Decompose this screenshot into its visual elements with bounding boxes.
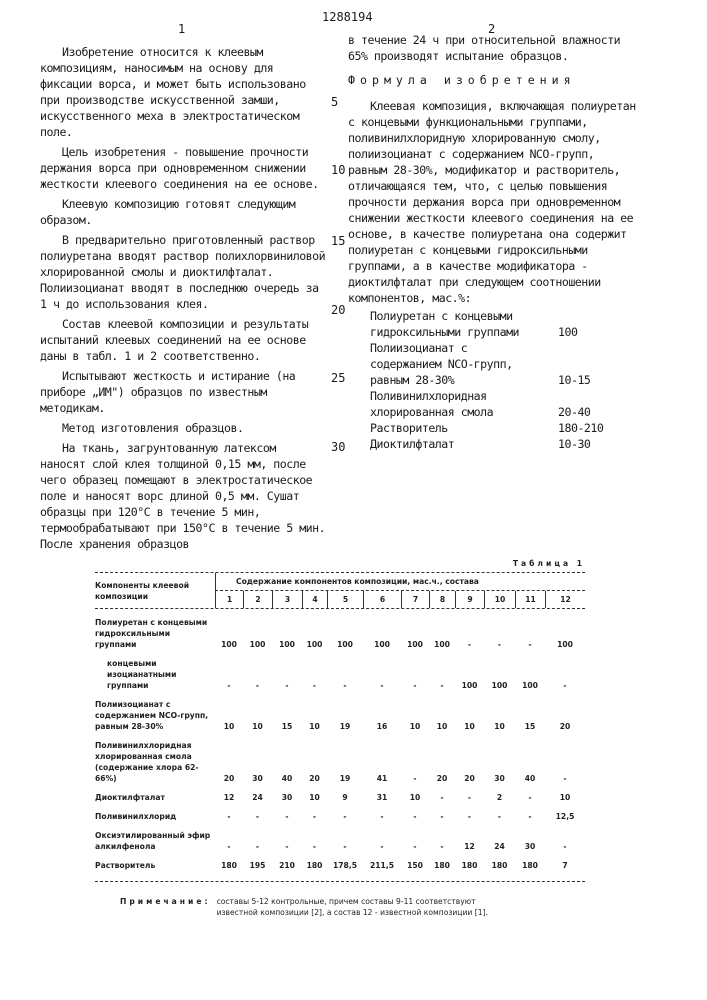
table-cell: - xyxy=(243,841,272,852)
table-title: Таблица 1 xyxy=(95,558,585,569)
composition-item xyxy=(370,308,638,340)
column-header: 7 xyxy=(401,591,429,608)
table-cell: - xyxy=(243,811,272,822)
table-cell: - xyxy=(429,811,455,822)
table-cell: - xyxy=(272,811,302,822)
table-cell: - xyxy=(363,811,401,822)
table-cell: 15 xyxy=(515,721,545,732)
row-label: Полиуретан с концевыми гидроксильными группами xyxy=(95,617,215,650)
table-cell: - xyxy=(401,811,429,822)
column-header: 6 xyxy=(363,591,401,608)
table-cell: 100 xyxy=(429,639,455,650)
table-cell: - xyxy=(455,811,484,822)
table-cell: 16 xyxy=(363,721,401,732)
table-cell: 10 xyxy=(401,721,429,732)
row-label: Растворитель xyxy=(95,860,215,871)
table-cell: 10 xyxy=(545,792,585,803)
component-name: Полиизоцианат с содержанием NCO-групп, равным 28-30% xyxy=(370,340,540,388)
table-cell: - xyxy=(515,639,545,650)
table-cell: 10 xyxy=(302,721,327,732)
table-bottom-rule xyxy=(95,881,585,882)
table-cell: 180 xyxy=(515,860,545,871)
table-cell: 20 xyxy=(215,773,243,784)
table-cell: - xyxy=(429,792,455,803)
table-cell: 100 xyxy=(363,639,401,650)
table-cell: 100 xyxy=(484,680,515,691)
table-cell: 20 xyxy=(302,773,327,784)
table-cell: - xyxy=(401,680,429,691)
formula-title: Формула изобретения xyxy=(348,72,638,88)
table-cell: 195 xyxy=(243,860,272,871)
note-text: составы 5-12 контрольные, причем составы 9-11 соответствуют известной композиции [2], а состав 12 - известной композиции [1]. xyxy=(217,896,517,918)
table-cell: - xyxy=(302,811,327,822)
table-cell: 20 xyxy=(545,721,585,732)
composition-item xyxy=(370,388,638,420)
table-cell: - xyxy=(545,680,585,691)
table-row xyxy=(95,852,585,871)
note-label: Примечание: xyxy=(120,896,211,918)
row-label: Поливинилхлоридная хлорированная смола (содержание хлора 62-66%) xyxy=(95,740,215,784)
paragraph: На ткань, загрунтованную латексом наносят слой клея толщиной 0,15 мм, после чего образец помещают в электростатическое поле и наносят ворс длиной 0,5 мм. Сушат образцы при 120°С в течение 5 мин, термообрабатывают при 150°С в течение 5 мин. После хранения образцов xyxy=(40,440,326,552)
table-cell: 180 xyxy=(429,860,455,871)
table-cell: - xyxy=(429,841,455,852)
table-row xyxy=(95,732,585,784)
table-cell: - xyxy=(243,680,272,691)
table-cell: 10 xyxy=(484,721,515,732)
table-cell: 180 xyxy=(302,860,327,871)
paragraph: В предварительно приготовленный раствор полиуретана вводят раствор полихлорвиниловой хлорированной смолы и диоктилфталат. Полиизоцианат вводят в последнюю очередь за 1 ч до использования клея. xyxy=(40,232,326,312)
table-row xyxy=(95,803,585,822)
table-cell: 10 xyxy=(401,792,429,803)
line-number: 30 xyxy=(331,440,345,454)
group-header: Содержание компонентов композиции, мас.ч., состава xyxy=(215,573,585,591)
table-1 xyxy=(95,558,585,918)
table-cell: - xyxy=(545,773,585,784)
component-value: 10-15 xyxy=(558,372,638,388)
table-cell: 30 xyxy=(243,773,272,784)
table-cell: 19 xyxy=(327,773,363,784)
table-cell: - xyxy=(363,841,401,852)
table-cell: - xyxy=(455,639,484,650)
table-cell: 40 xyxy=(272,773,302,784)
table-cell: 7 xyxy=(545,860,585,871)
first-column-header: Компоненты клеевой композиции xyxy=(95,580,215,602)
paragraph: Цель изобретения - повышение прочности держания ворса при одновременном снижении жесткости клеевого соединения на ее основе. xyxy=(40,144,326,192)
table-cell: - xyxy=(515,811,545,822)
table-cell: 9 xyxy=(327,792,363,803)
table-cell: 12 xyxy=(215,792,243,803)
composition-item xyxy=(370,436,638,452)
paragraph: Клеевую композицию готовят следующим образом. xyxy=(40,196,326,228)
component-value: 20-40 xyxy=(558,404,638,420)
table-cell: 24 xyxy=(243,792,272,803)
line-number: 15 xyxy=(331,234,345,248)
row-label: Диоктилфталат xyxy=(95,792,215,803)
table-cell: 10 xyxy=(429,721,455,732)
table-cell: 180 xyxy=(215,860,243,871)
composition-item xyxy=(370,340,638,388)
table-cell: - xyxy=(515,792,545,803)
table-cell: 31 xyxy=(363,792,401,803)
table-cell: - xyxy=(429,680,455,691)
table-cell: 20 xyxy=(455,773,484,784)
table-cell: - xyxy=(327,680,363,691)
table-cell: 40 xyxy=(515,773,545,784)
component-name: Поливинилхлоридная хлорированная смола xyxy=(370,388,540,420)
table-cell: 30 xyxy=(272,792,302,803)
component-name: Полиуретан с концевыми гидроксильными группами xyxy=(370,308,540,340)
paragraph: Изобретение относится к клеевым композициям, наносимым на основу для фиксации ворса, и может быть использовано при производстве искусственной замши, искусственного меха в электростатическом поле. xyxy=(40,44,326,140)
table-cell: 100 xyxy=(327,639,363,650)
table-cell: 12,5 xyxy=(545,811,585,822)
table-header xyxy=(95,572,585,609)
component-value: 180-210 xyxy=(558,420,638,436)
claim-text: Клеевая композиция, включающая полиуретан с концевыми функциональными группами, поливинилхлоридную хлорированную смолу, полиизоцианат с содержанием NCO-групп, равным 28-30%, модификатор и растворитель, отличающаяся тем, что, с целью повышения прочности держания ворса при одновременном снижении жесткости клеевого соединения на ее основе, в качестве полиуретана она содержит полиуретан с концевыми гидроксильными группами, а в качестве модификатора - диоктилфталат при следующем соотношении компонентов, мас.%: xyxy=(348,98,638,306)
table-cell: - xyxy=(401,773,429,784)
text-columns xyxy=(0,40,707,552)
component-name: Диоктилфталат xyxy=(370,436,540,452)
table-cell: - xyxy=(302,680,327,691)
row-label: Поливинилхлорид xyxy=(95,811,215,822)
table-cell: 19 xyxy=(327,721,363,732)
column-header: 12 xyxy=(545,591,585,608)
table-cell: - xyxy=(484,811,515,822)
table-row xyxy=(95,822,585,852)
left-column xyxy=(40,40,326,552)
component-value: 10-30 xyxy=(558,436,638,452)
table-cell: 100 xyxy=(455,680,484,691)
table-cell: 100 xyxy=(243,639,272,650)
column-header: 5 xyxy=(327,591,363,608)
table-cell: 10 xyxy=(215,721,243,732)
table-row xyxy=(95,609,585,650)
composition-item xyxy=(370,420,638,436)
column-header: 4 xyxy=(302,591,327,608)
row-label: Оксиэтилированный эфир алкилфенола xyxy=(95,830,215,852)
line-number: 5 xyxy=(331,95,338,109)
composition-list xyxy=(370,308,638,452)
table-cell: 15 xyxy=(272,721,302,732)
line-number: 10 xyxy=(331,163,345,177)
column-header: 11 xyxy=(515,591,545,608)
table-cell: 100 xyxy=(302,639,327,650)
table-cell: - xyxy=(215,811,243,822)
table-cell: 10 xyxy=(243,721,272,732)
intro-text: в течение 24 ч при относительной влажности 65% производят испытание образцов. xyxy=(348,32,638,64)
table-body xyxy=(95,609,585,871)
table-row xyxy=(95,691,585,732)
table-cell: 30 xyxy=(484,773,515,784)
line-number: 20 xyxy=(331,303,345,317)
table-cell: - xyxy=(363,680,401,691)
table-cell: 211,5 xyxy=(363,860,401,871)
row-label: концевыми изоцианатными группами xyxy=(95,658,215,691)
component-value: 100 xyxy=(558,324,638,340)
table-row xyxy=(95,784,585,803)
column-header: 9 xyxy=(455,591,484,608)
table-cell: - xyxy=(484,639,515,650)
line-number: 25 xyxy=(331,371,345,385)
table-cell: - xyxy=(401,841,429,852)
table-cell: 180 xyxy=(455,860,484,871)
table-cell: 30 xyxy=(515,841,545,852)
table-cell: - xyxy=(272,680,302,691)
table-cell: 100 xyxy=(272,639,302,650)
table-cell: - xyxy=(215,841,243,852)
paragraph: Состав клеевой композиции и результаты испытаний клеевых соединений на ее основе даны в табл. 1 и 2 соответственно. xyxy=(40,316,326,364)
table-cell: 10 xyxy=(455,721,484,732)
table-cell: - xyxy=(327,841,363,852)
table-cell: 100 xyxy=(215,639,243,650)
component-name: Растворитель xyxy=(370,420,540,436)
table-cell: - xyxy=(215,680,243,691)
page-body xyxy=(0,40,707,918)
column-header: 3 xyxy=(272,591,302,608)
table-row xyxy=(95,650,585,691)
table-cell: 100 xyxy=(401,639,429,650)
patent-page xyxy=(0,0,707,1000)
column-header: 2 xyxy=(243,591,272,608)
table-cell: 2 xyxy=(484,792,515,803)
table-cell: - xyxy=(327,811,363,822)
table-cell: - xyxy=(455,792,484,803)
row-label: Полиизоцианат с содержанием NCO-групп, равным 28-30% xyxy=(95,699,215,732)
table-cell: 41 xyxy=(363,773,401,784)
table-cell: - xyxy=(272,841,302,852)
column-header: 1 xyxy=(215,591,243,608)
paragraph: Испытывают жесткость и истирание (на приборе „ИМ") образцов по известным методикам. xyxy=(40,368,326,416)
paragraph: Метод изготовления образцов. xyxy=(40,420,326,436)
column-header: 8 xyxy=(429,591,455,608)
table-cell: 180 xyxy=(484,860,515,871)
table-cell: 100 xyxy=(545,639,585,650)
table-cell: - xyxy=(545,841,585,852)
table-note xyxy=(120,896,585,918)
patent-number: 1288194 xyxy=(322,10,373,24)
table-cell: 20 xyxy=(429,773,455,784)
table-cell: - xyxy=(302,841,327,852)
column-header: 10 xyxy=(484,591,515,608)
table-cell: 12 xyxy=(455,841,484,852)
table-cell: 24 xyxy=(484,841,515,852)
right-column xyxy=(348,32,638,452)
table-cell: 10 xyxy=(302,792,327,803)
column-number-right: 2 xyxy=(488,22,495,36)
table-cell: 210 xyxy=(272,860,302,871)
table-cell: 150 xyxy=(401,860,429,871)
table-cell: 178,5 xyxy=(327,860,363,871)
table-cell: 100 xyxy=(515,680,545,691)
column-number-left: 1 xyxy=(178,22,185,36)
